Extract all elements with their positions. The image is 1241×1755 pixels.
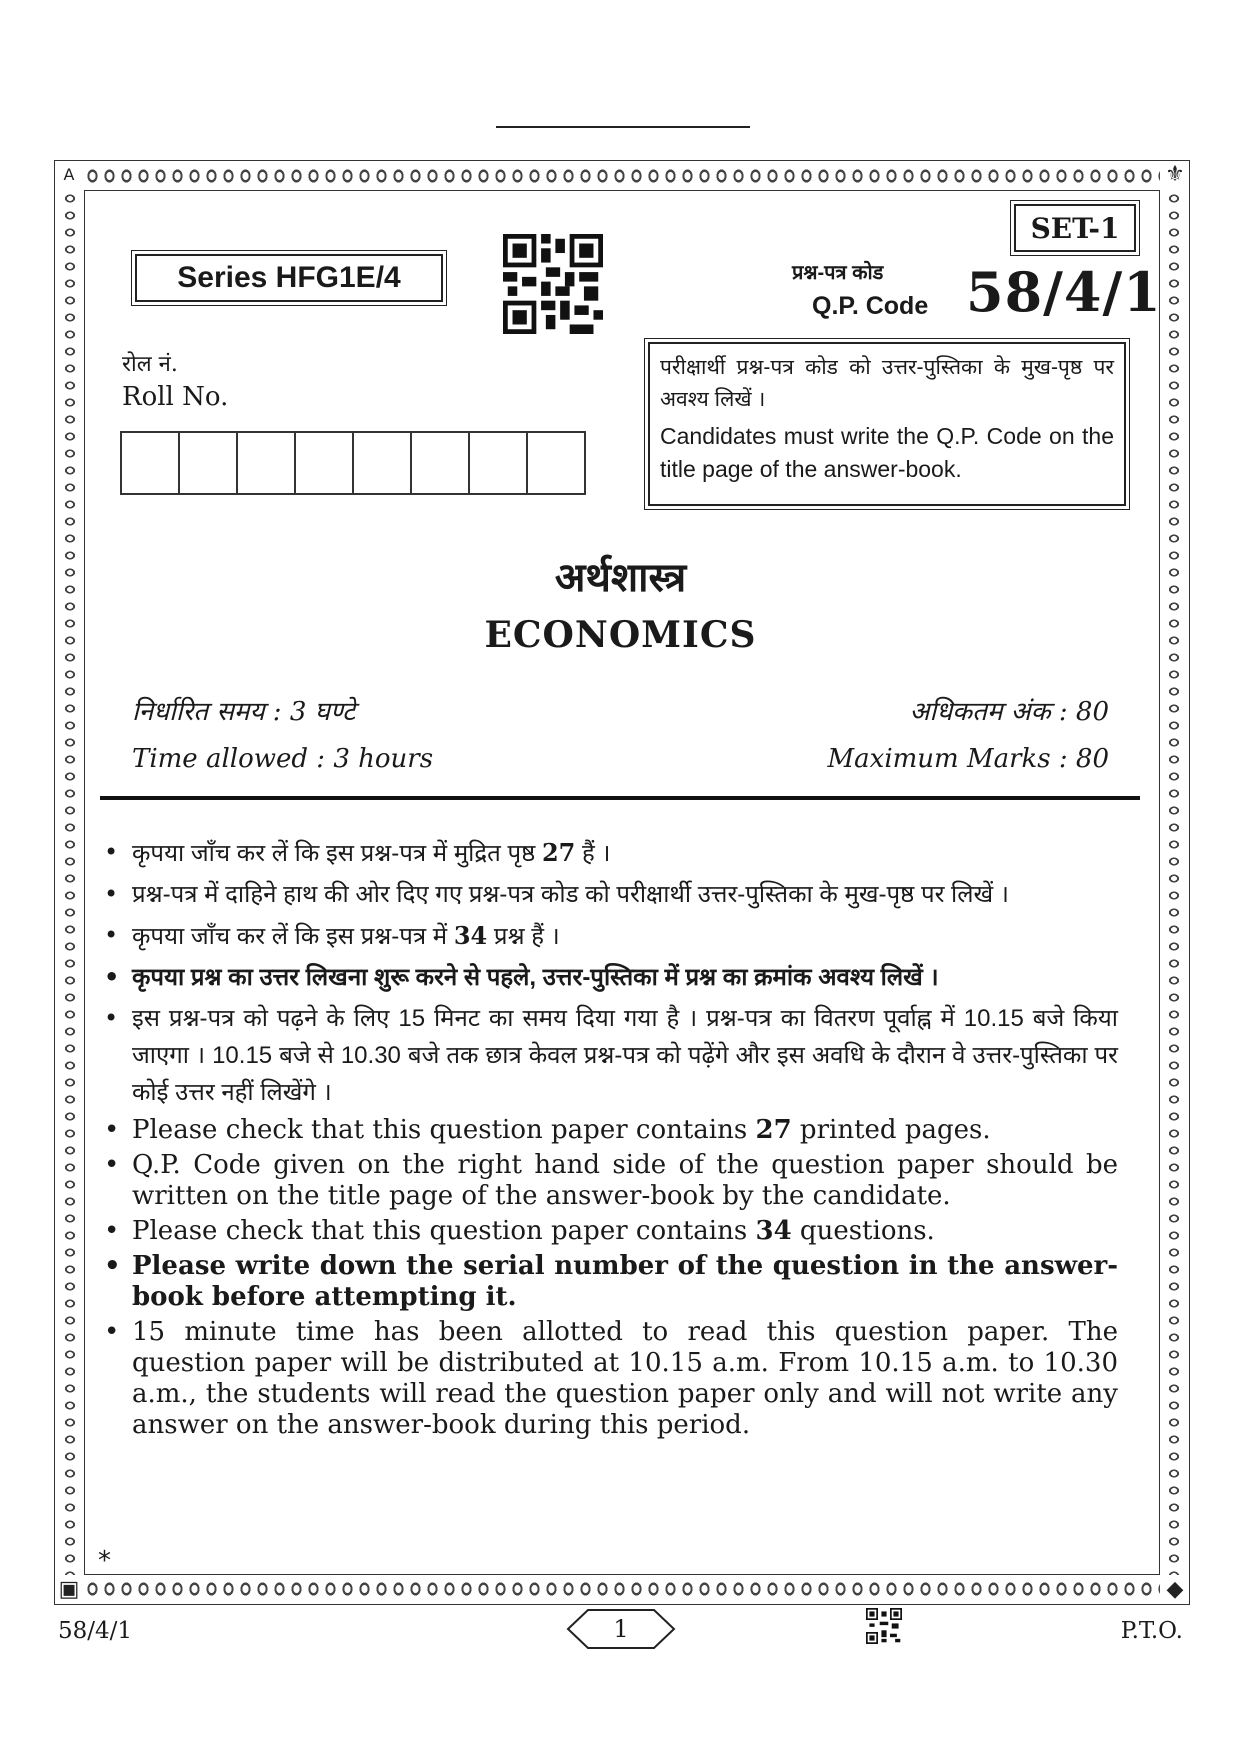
roll-number-box [120,431,180,495]
roll-number-box [526,431,586,495]
instruction-item: • कृपया प्रश्न का उत्तर लिखना शुरू करने से पहले, उत्तर-पुस्तिका में प्रश्न का क्रमांक अवश्य लिखें । [100,959,1118,996]
instructions-list [100,834,1118,1445]
qp-code: 58/4/1 [966,260,1162,324]
roll-number-label: Roll No. [122,382,229,412]
series-label: Series HFG1E/4 [135,254,443,302]
instruction-item: • Please check that this question paper contains 34 questions. [100,1216,1118,1247]
subject-title-hindi: अर्थशास्त्र [554,556,687,600]
corner-letter: A [63,165,75,184]
section-divider [100,796,1140,800]
instruction-item: • Please write down the serial number of the question in the answer-book before attempting it. [100,1251,1118,1313]
notice-english: Candidates must write the Q.P. Code on the title page of the answer-book. [660,423,1114,482]
roll-number-box [236,431,296,495]
footer-qp-code: 58/4/1 [58,1618,133,1644]
instruction-item: • 15 minute time has been allotted to read this question paper. The question paper will be distributed at 10.15 a.m. From 10.15 a.m. to 10.30 a.m., the students will read the question paper only and will not write any answer on the answer-book during this period. [100,1317,1118,1441]
roll-number-box [294,431,354,495]
instruction-item: • कृपया जाँच कर लें कि इस प्रश्न-पत्र में 34 प्रश्न हैं । [100,917,1118,955]
roll-number-box [410,431,470,495]
instruction-item: • कृपया जाँच कर लें कि इस प्रश्न-पत्र में मुद्रित पृष्ठ 27 हैं । [100,834,1118,872]
qp-code-notice [648,342,1126,506]
roll-number-box [468,431,528,495]
maximum-marks-hindi: अधिकतम अंक : 80 [909,697,1109,727]
roll-number-label-hindi: रोल नं. [122,352,178,377]
instruction-item: • Q.P. Code given on the right hand side of the question paper should be written on the title page of the answer-book by the candidate. [100,1150,1118,1212]
roll-number-boxes [120,431,584,495]
maximum-marks: Maximum Marks : 80 [827,744,1109,774]
instruction-item: • इस प्रश्न-पत्र को पढ़ने के लिए 15 मिनट का समय दिया गया है । प्रश्न-पत्र का वितरण पूर्वाह्न में 10.15 बजे किया जाएगा । 10.15 बजे से 10.30 बजे तक छात्र केवल प्रश्न-पत्र को पढ़ेंगे और इस अवधि के दौरान वे उत्तर-पुस्तिका पर कोई उत्तर नहीं लिखेंगे । [100,1000,1118,1111]
qr-code-icon [503,234,603,334]
subject-title: ECONOMICS [484,614,757,656]
qp-code-label-hindi: प्रश्न-पत्र कोड [792,262,884,284]
instruction-item: • प्रश्न-पत्र में दाहिने हाथ की ओर दिए गए प्रश्न-पत्र कोड को परीक्षार्थी उत्तर-पुस्तिका के मुख-पृष्ठ पर लिखें । [100,876,1118,913]
notice-hindi: परीक्षार्थी प्रश्न-पत्र कोड को उत्तर-पुस्तिका के मुख-पृष्ठ पर अवश्य लिखें । [660,356,1114,411]
page-number: 1 [613,1615,629,1643]
please-turn-over: P.T.O. [1120,1618,1183,1644]
qp-code-label: Q.P. Code [812,292,929,320]
roll-number-box [352,431,412,495]
qr-code-icon [866,1608,902,1644]
diamond-icon: ◆ [1166,1577,1184,1602]
time-allowed-hindi: निर्धारित समय : 3 घण्टे [132,697,356,727]
roll-number-box [178,431,238,495]
fleur-icon: ⚜ [1165,162,1185,187]
greek-key-icon: ▣ [58,1577,80,1602]
set-label: SET-1 [1014,204,1136,252]
asterisk-mark: * [98,1546,111,1576]
time-allowed: Time allowed : 3 hours [132,744,434,774]
top-rule [496,126,750,128]
instruction-item: • Please check that this question paper contains 27 printed pages. [100,1115,1118,1146]
